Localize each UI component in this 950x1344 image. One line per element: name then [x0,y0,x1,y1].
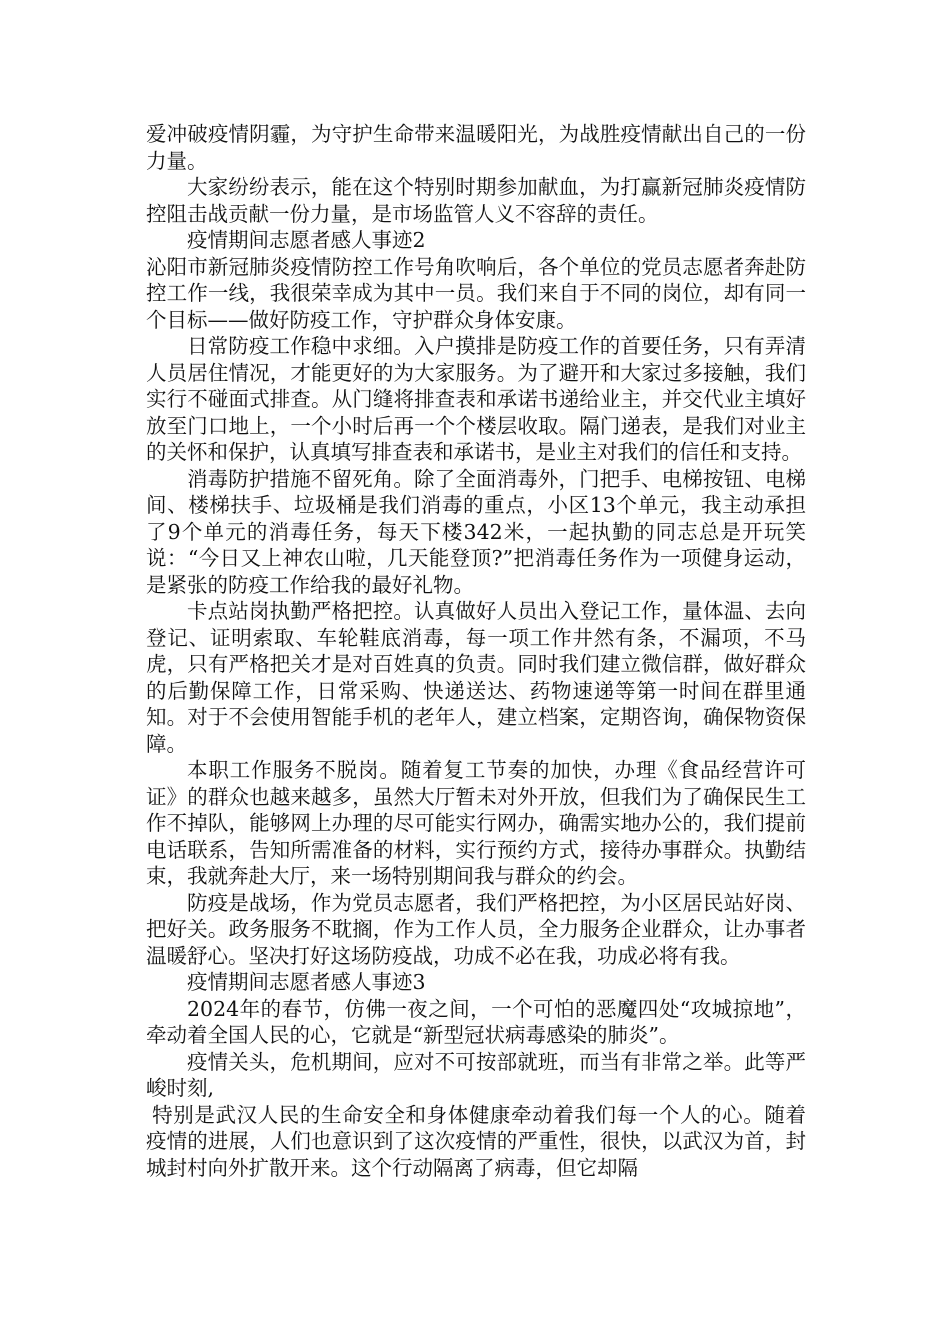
paragraph: 疫情关头，危机期间，应对不可按部就班，而当有非常之举。此等严峻时刻, [146,1049,806,1100]
paragraph: 沁阳市新冠肺炎疫情防控工作号角吹响后，各个单位的党员志愿者奔赴防控工作一线，我很荣幸成为其中一员。我们来自于不同的岗位，却有同一个目标——做好防疫工作，守护群众身体安康。 [146,254,806,332]
section-heading: 疫情期间志愿者感人事迹2 [187,228,426,252]
paragraph: 卡点站岗执勤严格把控。认真做好人员出入登记工作，量体温、去向登记、证明索取、车轮鞋底消毒，每一项工作井然有条，不漏项，不马虎，只有严格把关才是对百姓真的负责。同时我们建立微信群，做好群众的后勤保障工作，日常采购、快递送达、药物速递等第一时间在群里通知。对于不会使用智能手机的老年人，建立档案，定期咨询，确保物资保障。 [146,599,806,756]
paragraph: 防疫是战场，作为党员志愿者，我们严格把控，为小区居民站好岗、把好关。政务服务不耽搁，作为工作人员，全力服务企业群众，让办事者温暖舒心。坚决打好这场防疫战，功成不必在我，功成必将有我。 [146,890,806,968]
paragraph: 特别是武汉人民的生命安全和身体健康牵动着我们每一个人的心。随着疫情的进展，人们也意识到了这次疫情的严重性，很快，以武汉为首，封城封村向外扩散开来。这个行动隔离了病毒，但它却隔 [146,1102,806,1180]
document-page [146,121,806,1181]
paragraph: 本职工作服务不脱岗。随着复工节奏的加快，办理《食品经营许可证》的群众也越来越多，虽然大厅暂未对外开放，但我们为了确保民生工作不掉队，能够网上办理的尽可能实行网办，确需实地办公的，我们提前电话联系，告知所需准备的材料，实行预约方式，接待办事群众。执勤结束，我就奔赴大厅，来一场特别期间我与群众的约会。 [146,758,806,888]
paragraph: 2024年的春节，仿佛一夜之间，一个可怕的恶魔四处“攻城掠地”，牵动着全国人民的心，它就是“新型冠状病毒感染的肺炎”。 [146,996,806,1047]
paragraph: 消毒防护措施不留死角。除了全面消毒外，门把手、电梯按钮、电梯间、楼梯扶手、垃圾桶是我们消毒的重点，小区13个单元，我主动承担了9个单元的消毒任务，每天下楼342米，一起执勤的同志总是开玩笑说：“今日又上神农山啦，几天能登顶?”把消毒任务作为一项健身运动，是紧张的防疫工作给我的最好礼物。 [146,466,806,597]
paragraph: 大家纷纷表示，能在这个特别时期参加献血，为打赢新冠肺炎疫情防控阻击战贡献一份力量，是市场监管人义不容辞的责任。 [146,175,806,226]
paragraph: 爱冲破疫情阴霾，为守护生命带来温暖阳光，为战胜疫情献出自己的一份力量。 [146,122,806,173]
section-heading: 疫情期间志愿者感人事迹3 [187,970,426,994]
paragraph: 日常防疫工作稳中求细。入户摸排是防疫工作的首要任务，只有弄清人员居住情况，才能更好的为大家服务。为了避开和大家过多接触，我们实行不碰面式排查。从门缝将排查表和承诺书递给业主，并交代业主填好放至门口地上，一个小时后再一个个楼层收取。隔门递表，是我们对业主的关怀和保护，认真填写排查表和承诺书，是业主对我们的信任和支持。 [146,334,806,464]
